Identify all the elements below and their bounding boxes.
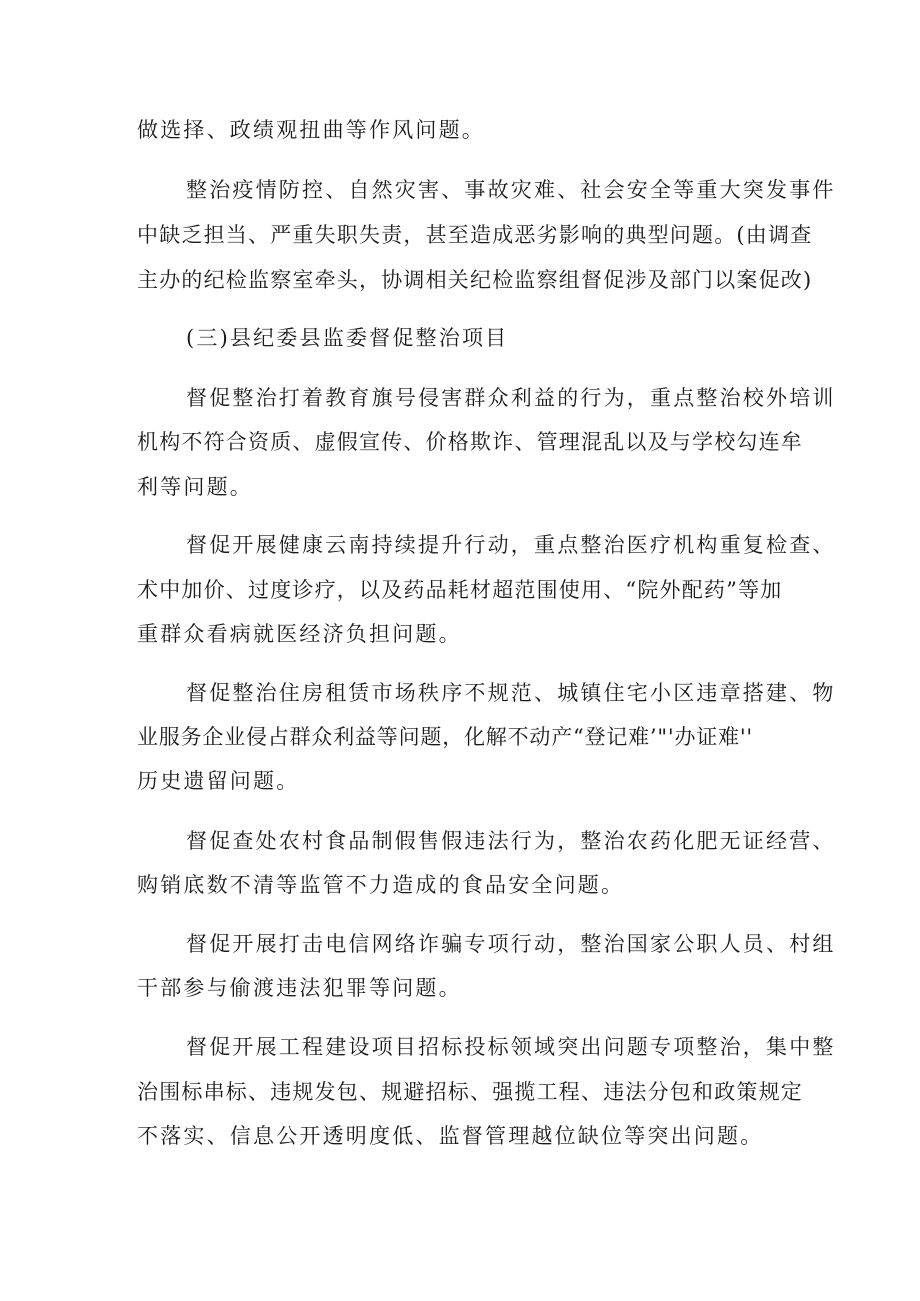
text-line: 中缺乏担当、严重失职失责，甚至造成恶劣影响的典型问题。(由调查 bbox=[137, 223, 813, 247]
text-line: 治围标串标、违规发包、规避招标、强揽工程、违法分包和政策规定 bbox=[137, 1080, 803, 1104]
text-line: 重群众看病就医经济负担问题。 bbox=[137, 622, 462, 646]
paragraph-start-line: 督促开展健康云南持续提升行动，重点整治医疗机构重复检查、 bbox=[186, 533, 836, 557]
paragraph-start-line: 督促查处农村食品制假售假违法行为，整治农药化肥无证经营、 bbox=[186, 829, 836, 853]
text-line: 干部参与偷渡违法犯罪等问题。 bbox=[137, 976, 462, 1000]
paragraph-start-line: 督促整治打着教育旗号侵害群众利益的行为，重点整治校外培训 bbox=[186, 386, 836, 410]
text-line: 主办的纪检监察室牵头，协调相关纪检监察组督促涉及部门以案促改) bbox=[137, 268, 813, 292]
text-line: 业服务企业侵占群众利益等问题，化解不动产“登记难’"'办证难'' bbox=[137, 725, 753, 749]
text-line: 历史遗留问题。 bbox=[137, 769, 300, 793]
text-line: 利等问题。 bbox=[137, 475, 253, 499]
paragraph-start-line: 督促开展工程建设项目招标投标领域突出问题专项整治，集中整 bbox=[186, 1035, 836, 1059]
text-line: 术中加价、过度诊疗，以及药品耗材超范围使用、“院外配药”等加 bbox=[137, 578, 783, 602]
text-line: 做选择、政绩观扭曲等作风问题。 bbox=[137, 118, 485, 142]
text-line: 机构不符合资质、虚假宣传、价格欺诈、管理混乱以及与学校勾连牟 bbox=[137, 430, 803, 454]
text-line: 购销底数不清等监管不力造成的食品安全问题。 bbox=[137, 873, 625, 897]
paragraph-start-line: 督促开展打击电信网络诈骗专项行动，整治国家公职人员、村组 bbox=[186, 932, 836, 956]
text-line: 不落实、信息公开透明度低、监督管理越位缺位等突出问题。 bbox=[137, 1124, 764, 1148]
paragraph-start-line: 整治疫情防控、自然灾害、事故灾难、社会安全等重大突发事件 bbox=[186, 178, 836, 202]
section-heading: (三)县纪委县监委督促整治项目 bbox=[186, 326, 509, 350]
paragraph-start-line: 督促整治住房租赁市场秩序不规范、城镇住宅小区违章搭建、物 bbox=[186, 681, 836, 705]
